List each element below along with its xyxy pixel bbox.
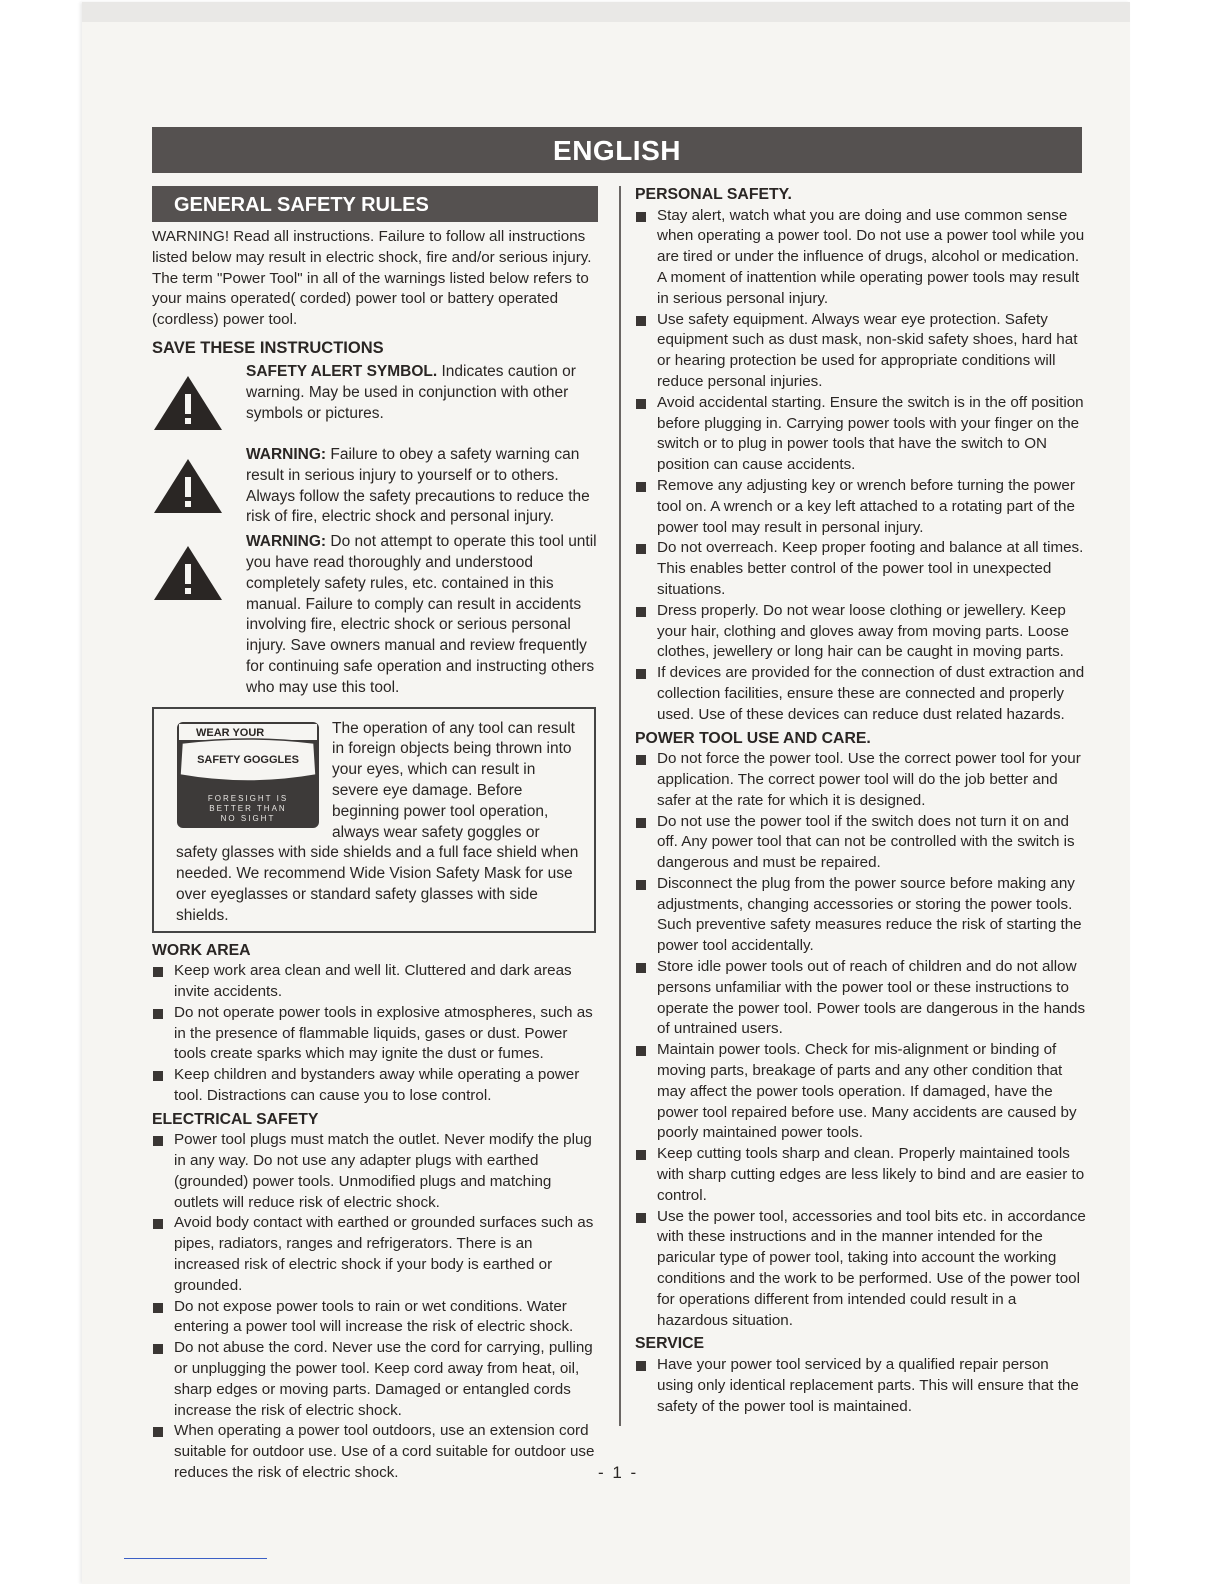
- list-item-text: Avoid body contact with earthed or grounded surfaces such as pipes, radiators, ranges and refrigerators. There is an increased risk of electric shock if your body is earthed or grounded.: [174, 1214, 594, 1294]
- list-item-text: Disconnect the plug from the power source before making any adjustments, changing accessories or storing the power tools. Such preventive safety measures reduce the risk of starting the power tool accidentally.: [657, 874, 1082, 955]
- list-item: [152, 1338, 600, 1421]
- list-item: [152, 1130, 600, 1213]
- personal-safety-list: [635, 206, 1087, 726]
- list-item: [635, 538, 1087, 600]
- warning-lead: WARNING:: [246, 533, 327, 551]
- badge-top-text: WEAR YOUR: [196, 726, 265, 739]
- goggles-text: The operation of any tool can result in foreign objects being thrown into your eyes, which can result in severe eye damage. Before beginning power tool operation, always wear safety goggles or safety glasses with side shields and a full face shield when needed. We recommend Wide Vision Safety Mask for use over eyeglasses or standard safety glasses with side shields.: [176, 719, 579, 924]
- list-item-text: Use safety equipment. Always wear eye protection. Safety equipment such as dust mask, non-skid safety shoes, hard hat or hearing protection be used for appropriate conditions will reduce personal injuries.: [657, 310, 1078, 390]
- list-item: [635, 957, 1087, 1040]
- bullet-square-icon: [636, 1213, 646, 1223]
- list-item-text: When operating a power tool outdoors, use an extension cord suitable for outdoor use. Use of a cord suitable for outdoor use reduces the risk of electric shock.: [174, 1422, 595, 1482]
- warning-triangle-icon: [152, 532, 246, 698]
- list-item: [152, 1297, 600, 1339]
- warning-text: [246, 362, 600, 437]
- list-item: [635, 749, 1087, 811]
- warning-row: [152, 362, 600, 437]
- list-item-text: Dress properly. Do not wear loose clothing or jewellery. Keep your hair, clothing and gloves away from moving parts. Loose clothes, jewellery or long hair can be caught in moving parts.: [657, 601, 1069, 661]
- list-item-text: Do not expose power tools to rain or wet conditions. Water entering a power tool will increase the risk of electric shock.: [174, 1297, 574, 1336]
- bullet-square-icon: [153, 1136, 163, 1146]
- list-item-text: Maintain power tools. Check for mis-alignment or binding of moving parts, breakage of parts and any other condition that may affect the power tools operation. If damaged, have the power tool repaired before use. Many accidents are caused by poorly maintained power tools.: [657, 1041, 1077, 1142]
- warning-lead: SAFETY ALERT SYMBOL.: [246, 362, 438, 380]
- list-item-text: Do not operate power tools in explosive atmospheres, such as in the presence of flammable liquids, gases or dust. Power tools create sparks which may ignite the dust or fumes.: [174, 1003, 593, 1063]
- page-number: - 1 -: [598, 1463, 639, 1482]
- list-item: [152, 1065, 600, 1107]
- list-item-text: If devices are provided for the connection of dust extraction and collection facilities, ensure these are connected and properly used. Use of these devices can reduce dust related hazards.: [657, 664, 1085, 723]
- bullet-square-icon: [636, 607, 646, 617]
- bullet-square-icon: [636, 818, 646, 828]
- bullet-square-icon: [153, 1427, 163, 1437]
- list-item: [635, 476, 1087, 538]
- safety-goggles-badge: [176, 721, 320, 829]
- bullet-square-icon: [636, 1361, 646, 1371]
- list-item: [635, 310, 1087, 393]
- list-item-text: Use the power tool, accessories and tool bits etc. in accordance with these instructions and in the manner intended for the paricular type of power tool, taking into account the working conditions and the work to be performed. Use of the power tool for operations different from intended could result in a hazardous situation.: [657, 1207, 1086, 1329]
- bullet-square-icon: [636, 482, 646, 492]
- electrical-safety-heading: ELECTRICAL SAFETY: [152, 1110, 319, 1128]
- warning-body: Indicates caution or warning. May be used in conjunction with other symbols or pictures.: [246, 362, 576, 422]
- save-instructions-heading: SAVE THESE INSTRUCTIONS: [152, 338, 384, 357]
- bullet-square-icon: [636, 1150, 646, 1160]
- list-item-text: Store idle power tools out of reach of children and do not allow persons unfamiliar with the power tool or these instructions to operate the power tool. Power tools are dangerous in the hands of untrained users.: [657, 958, 1086, 1038]
- warning-text: [246, 532, 600, 698]
- list-item: [635, 812, 1087, 874]
- list-item-text: Remove any adjusting key or wrench before turning the power tool on. A wrench or a key left attached to a rotating part of the power tool may result in personal injury.: [657, 476, 1075, 536]
- bullet-square-icon: [153, 967, 163, 977]
- list-item: [152, 1421, 600, 1483]
- safety-goggles-box: [152, 707, 596, 933]
- list-item-text: Keep work area clean and well lit. Cluttered and dark areas invite accidents.: [174, 962, 572, 1000]
- scan-top-edge: [82, 2, 1130, 22]
- power-tool-use-heading: POWER TOOL USE AND CARE.: [635, 729, 871, 747]
- bullet-square-icon: [636, 544, 646, 554]
- warning-body: Do not attempt to operate this tool until you have read thoroughly and understood completely safety rules, etc. contained in this manual. Failure to comply can result in accidents involving fire, electric shock or serious personal injury. Save owners manual and review frequently for continuing safe operation and instructing others who may use this tool.: [246, 533, 597, 696]
- list-item: [635, 393, 1087, 476]
- bullet-square-icon: [636, 1046, 646, 1056]
- bullet-square-icon: [636, 963, 646, 973]
- badge-main-text: SAFETY GOGGLES: [197, 753, 299, 766]
- warning-row: [152, 445, 600, 528]
- right-column: [635, 185, 1087, 1417]
- list-item: [152, 1213, 600, 1296]
- service-list: [635, 1355, 1087, 1417]
- list-item: [635, 601, 1087, 663]
- bullet-square-icon: [153, 1219, 163, 1229]
- warning-body: Failure to obey a safety warning can result in serious injury to yourself or to others. Always follow the safety precautions to reduce the risk of fire, electric shock and personal injury.: [246, 445, 590, 526]
- list-item-text: Keep children and bystanders away while operating a power tool. Distractions can cause you to lose control.: [174, 1066, 580, 1104]
- bullet-square-icon: [636, 669, 646, 679]
- left-column: [152, 186, 600, 1484]
- power-tool-use-list: [635, 749, 1087, 1331]
- list-item-text: Have your power tool serviced by a qualified repair person using only identical replacement parts. This will ensure that the safety of the power tool is maintained.: [657, 1356, 1079, 1415]
- column-divider: [619, 186, 621, 1426]
- list-item: [635, 1355, 1087, 1417]
- language-banner: ENGLISH: [152, 127, 1082, 173]
- warning-text: [246, 445, 600, 528]
- list-item: [635, 874, 1087, 957]
- list-item-text: Do not abuse the cord. Never use the cord for carrying, pulling or unplugging the power tool. Keep cord away from heat, oil, sharp edges or moving parts. Damaged or entangled cords increase the risk of electric shock.: [174, 1339, 593, 1419]
- badge-line-2: BETTER THAN: [209, 803, 287, 813]
- bullet-square-icon: [636, 755, 646, 765]
- bullet-square-icon: [153, 1071, 163, 1081]
- bullet-square-icon: [153, 1009, 163, 1019]
- bullet-square-icon: [153, 1303, 163, 1313]
- warning-lead: WARNING:: [246, 445, 327, 463]
- list-item: [635, 1040, 1087, 1144]
- warning-triangle-icon: [152, 445, 246, 528]
- general-safety-heading: GENERAL SAFETY RULES: [152, 186, 598, 222]
- bullet-square-icon: [636, 399, 646, 409]
- general-intro: WARNING! Read all instructions. Failure to follow all instructions listed below may result in electric shock, fire and/or serious injury. The term "Power Tool" in all of the warnings listed below refers to your mains operated( corded) power tool or battery operated (cordless) power tool.: [152, 228, 592, 329]
- bullet-square-icon: [636, 316, 646, 326]
- list-item-text: Avoid accidental starting. Ensure the switch is in the off position before plugging in. Carrying power tools with your finger on the switch or to plug in power tools that have the switch to ON position can cause accidents.: [657, 393, 1084, 474]
- list-item-text: Power tool plugs must match the outlet. Never modify the plug in any way. Do not use any adapter plugs with earthed (grounded) power tools. Unmodified plugs and matching outlets will reduce risk of electric shock.: [174, 1131, 592, 1211]
- list-item-text: Do not use the power tool if the switch does not turn it on and off. Any power tool that can not be controlled with the switch is dangerous and must be repaired.: [657, 812, 1075, 872]
- list-item: [635, 1207, 1087, 1332]
- electrical-safety-list: [152, 1130, 600, 1484]
- bullet-square-icon: [636, 880, 646, 890]
- badge-line-3: NO SIGHT: [220, 813, 276, 823]
- bullet-square-icon: [636, 212, 646, 222]
- list-item: [152, 1003, 600, 1065]
- list-item-text: Do not overreach. Keep proper footing and balance at all times. This enables better control of the power tool in unexpected situations.: [657, 539, 1084, 598]
- list-item-text: Stay alert, watch what you are doing and use common sense when operating a power tool. Do not use a power tool while you are tired or under the influence of drugs, alcohol or medication. A moment of inattention while operating power tools may result in serious personal injury.: [657, 206, 1085, 307]
- warning-triangle-icon: [152, 362, 246, 437]
- warning-row: [152, 532, 600, 698]
- list-item-text: Do not force the power tool. Use the correct power tool for your application. The correct power tool will do the job better and safer at the rate for which it is designed.: [657, 750, 1081, 809]
- service-heading: SERVICE: [635, 1335, 705, 1353]
- list-item-text: Keep cutting tools sharp and clean. Properly maintained tools with sharp cutting edges are less likely to bind and are easier to control.: [657, 1145, 1085, 1204]
- list-item: [635, 206, 1087, 310]
- badge-line-1: FORESIGHT IS: [207, 793, 289, 803]
- list-item: [635, 663, 1087, 725]
- work-area-heading: WORK AREA: [152, 941, 251, 959]
- list-item: [635, 1144, 1087, 1206]
- work-area-list: [152, 961, 600, 1107]
- list-item: [152, 961, 600, 1003]
- personal-safety-heading: PERSONAL SAFETY.: [635, 186, 792, 203]
- scan-edge-line: [124, 1558, 267, 1559]
- bullet-square-icon: [153, 1344, 163, 1354]
